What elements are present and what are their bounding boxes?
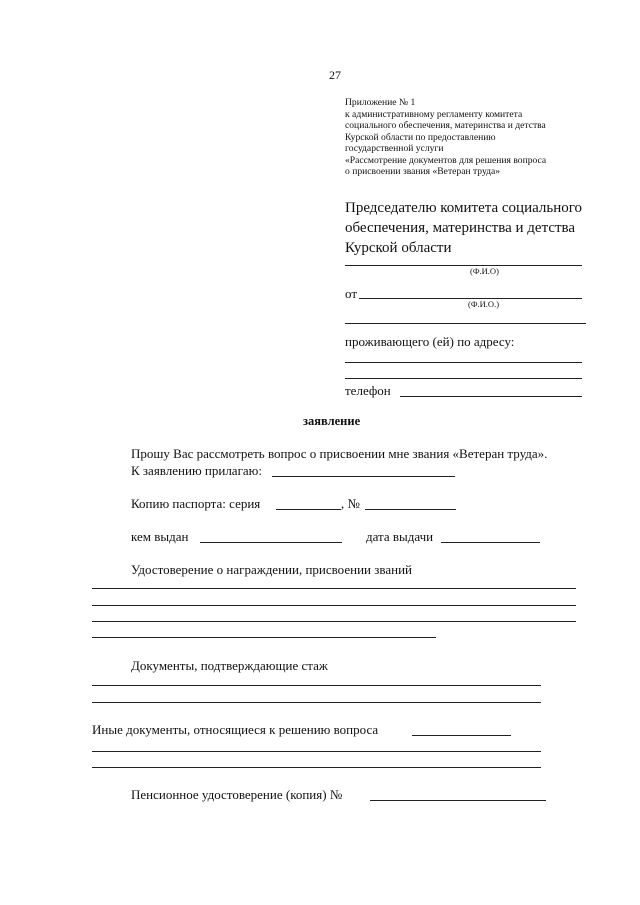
appendix-line: о присвоении звания «Ветеран труда» [345,166,501,177]
appendix-line: «Рассмотрение документов для решения вопроса [345,154,547,166]
issue-date-line[interactable] [441,542,540,543]
appendix-line: Приложение № 1 [345,97,416,108]
award-line[interactable] [92,637,436,638]
appendix-block [345,97,546,178]
award-line[interactable] [92,588,576,589]
experience-line[interactable] [92,702,541,703]
request-text: Прошу Вас рассмотреть вопрос о присвоении мне звания «Ветеран труда». [131,446,548,461]
fio-caption: (Ф.И.О) [470,266,499,276]
passport-label: Копию паспорта: серия [131,496,261,511]
address-line[interactable] [345,378,582,379]
applicant-fio-line-2[interactable] [345,323,586,324]
other-docs-line[interactable] [92,767,541,768]
other-docs-line[interactable] [412,735,511,736]
issue-date-label: дата выдачи [366,529,434,544]
appendix-line: к административному регламенту комитета [345,108,523,120]
award-label: Удостоверение о награждении, присвоении званий [131,562,412,577]
other-docs-line[interactable] [92,751,541,752]
page-number: 27 [329,68,341,82]
passport-number-label: , № [341,496,360,511]
residence-label: проживающего (ей) по адресу: [345,334,515,349]
appendix-line: Курской области по предоставлению [345,131,496,143]
issued-by-label: кем выдан [131,529,189,544]
phone-line[interactable] [400,396,582,397]
addressee-line: Курской области [345,240,452,256]
award-line[interactable] [92,621,576,622]
issued-by-line[interactable] [200,542,342,543]
passport-number-line[interactable] [365,509,456,510]
address-line[interactable] [345,362,582,363]
attach-label: К заявлению прилагаю: [131,463,263,478]
addressee-block [345,198,582,258]
appendix-line: социального обеспечения, материнства и детства [345,120,546,131]
statement-title: заявление [303,414,361,428]
pension-number-line[interactable] [370,800,546,801]
phone-label: телефон [345,383,391,398]
pension-label: Пенсионное удостоверение (копия) № [131,787,343,802]
from-label: от [345,286,358,301]
experience-label: Документы, подтверждающие стаж [131,658,328,673]
other-docs-label: Иные документы, относящиеся к решению вопроса [92,722,379,737]
attach-line[interactable] [272,476,455,477]
experience-line[interactable] [92,685,541,686]
passport-series-line[interactable] [276,509,341,510]
addressee-fio-line[interactable] [345,265,582,266]
addressee-line: Председателю комитета социального [345,200,583,216]
award-line[interactable] [92,605,576,606]
appendix-line: государственной услуги [345,143,444,154]
addressee-line: обеспечения, материнства и детства [345,220,576,236]
fio-caption: (Ф.И.О.) [468,299,500,309]
